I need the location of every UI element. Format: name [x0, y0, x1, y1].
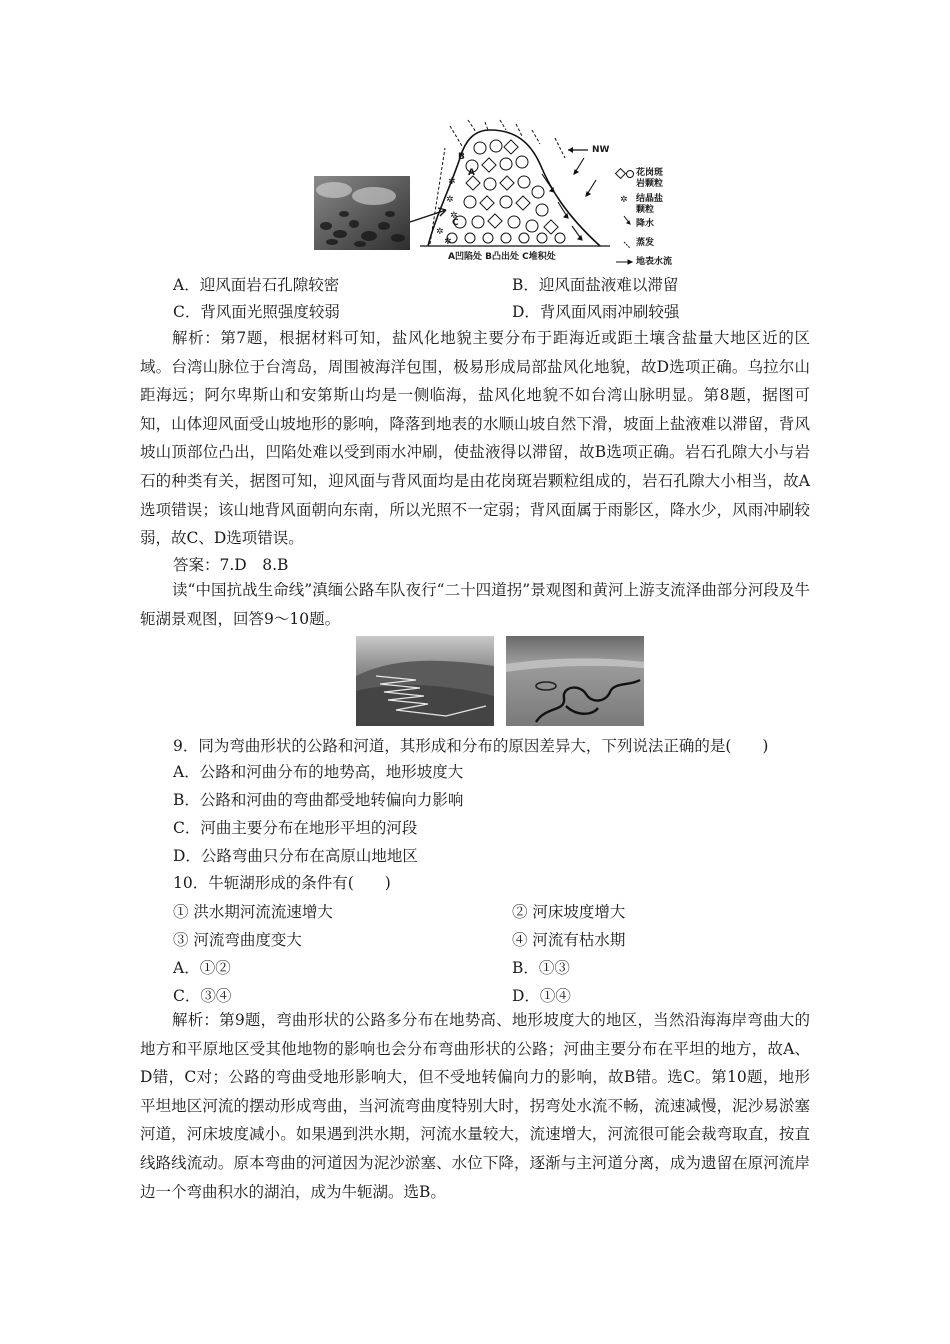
- point-label-b: B: [458, 152, 465, 162]
- oxbow-lake-photo: [506, 636, 644, 726]
- q10-condition-4: ④ 河流有枯水期: [512, 931, 626, 949]
- q9-stem: 9．同为弯曲形状的公路和河道，其形成和分布的原因差异大，下列说法正确的是( ): [173, 737, 769, 755]
- svg-text:✲: ✲: [436, 227, 444, 237]
- legend-granite-2: 岩颗粒: [636, 179, 664, 189]
- wind-direction-label: NW: [592, 145, 610, 155]
- q9-option-b: B．公路和河曲的弯曲都受地转偏向力影响: [173, 791, 464, 809]
- legend-evaporation: 蒸发: [636, 238, 655, 248]
- weathering-diagram: [310, 118, 690, 268]
- q10-option-b: B．①③: [512, 959, 570, 977]
- intro-9-10: 读“中国抗战生命线”滇缅公路车队夜行“二十四道拐”景观图和黄河上游支流泽曲部分河段及牛轭湖景观图，回答9～10题。: [140, 581, 810, 628]
- svg-text:✲: ✲: [450, 211, 458, 221]
- q8-option-a: A．迎风面岩石孔隙较密: [173, 276, 340, 294]
- answer-7-8: 答案：7.D 8.B: [173, 556, 289, 574]
- analysis-7-8: 解析：第7题，根据材料可知，盐风化地貌主要分布于距海近或距土壤含盐量大地区近的区域。台湾山脉位于台湾岛，周围被海洋包围，极易形成局部盐风化地貌，故D选项正确。乌拉尔山距海远；阿尔卑斯山和安第斯山均是一侧临海，盐风化地貌不如台湾山脉明显。第8题，据图可知，山体迎风面受山坡地形的影响，降落到地表的水顺山坡自然下滑，坡面上盐液难以滞留，背风坡山顶部位凸出，凹陷处难以受到雨水冲刷，使盐液得以滞留，故B选项正确。岩石孔隙大小与岩石的种类有关，据图可知，迎风面与背风面均是由花岗斑岩颗粒组成的，岩石孔隙大小相当，故A选项错误；该山地背风面朝向东南，所以光照不一定弱；背风面属于雨影区，降水少，风雨冲刷较弱，故C、D选项错误。: [140, 329, 810, 548]
- svg-text:✲: ✲: [448, 177, 456, 187]
- q10-condition-1: ① 洪水期河流流速增大: [173, 903, 333, 921]
- q10-stem: 10．牛轭湖形成的条件有( ): [173, 874, 391, 892]
- legend-granite-1: 花岗斑: [636, 168, 664, 178]
- q10-option-c: C．③④: [173, 987, 232, 1005]
- legend-salt-1: 结晶盐: [636, 194, 664, 204]
- q8-option-d: D．背风面风雨冲刷较强: [512, 303, 680, 321]
- analysis-9-10: 解析：第9题，弯曲形状的公路多分布在地势高、地形坡度大的地区，当然沿海海岸弯曲大的地方和平原地区受其他地物的影响也会分布弯曲形状的公路；河曲主要分布在平坦的地方，故A、D错，C对；公路的弯曲受地形影响大，但不受地转偏向力的影响，故B错。选C。第10题，地形平坦地区河流的摆动形成弯曲，当河流弯曲度特别大时，拐弯处水流不畅，流速减慢，泥沙易淤塞河道，河床坡度减小。如果遇到洪水期，河流水量较大，流速增大，河流很可能会裁弯取直，按直线路线流动。原本弯曲的河道因为泥沙淤塞、水位下降，逐渐与主河道分离，成为遗留在原河流岸边一个弯曲积水的湖泊，成为牛轭湖。选B。: [140, 1011, 810, 1201]
- mountain-road-photo: [356, 636, 494, 726]
- q8-option-c: C．背风面光照强度较弱: [173, 303, 340, 321]
- q9-option-d: D．公路弯曲只分布在高原山地地区: [173, 847, 418, 865]
- svg-text:✲: ✲: [444, 237, 452, 247]
- q8-option-b: B．迎风面盐液难以滞留: [512, 276, 679, 294]
- legend-salt-2: 颗粒: [636, 205, 655, 215]
- legend-surface-flow: 地表水流: [636, 257, 673, 267]
- legend-precipitation: 降水: [636, 219, 655, 229]
- svg-text:✲: ✲: [620, 195, 628, 205]
- q10-option-a: A．①②: [173, 959, 231, 977]
- q9-option-c: C．河曲主要分布在地形平坦的河段: [173, 819, 418, 837]
- q10-option-d: D．①④: [512, 987, 571, 1005]
- point-label-a: A: [468, 168, 475, 178]
- q10-condition-3: ③ 河流弯曲度变大: [173, 931, 302, 949]
- svg-text:✲: ✲: [446, 195, 454, 205]
- q9-option-a: A．公路和河曲分布的地势高，地形坡度大: [173, 763, 464, 781]
- q10-condition-2: ② 河床坡度增大: [512, 903, 626, 921]
- point-label-c: C: [452, 218, 459, 228]
- salt-weathering-figure: [310, 118, 690, 268]
- figure1-caption: A凹陷处 B凸出处 C堆积处: [448, 252, 556, 262]
